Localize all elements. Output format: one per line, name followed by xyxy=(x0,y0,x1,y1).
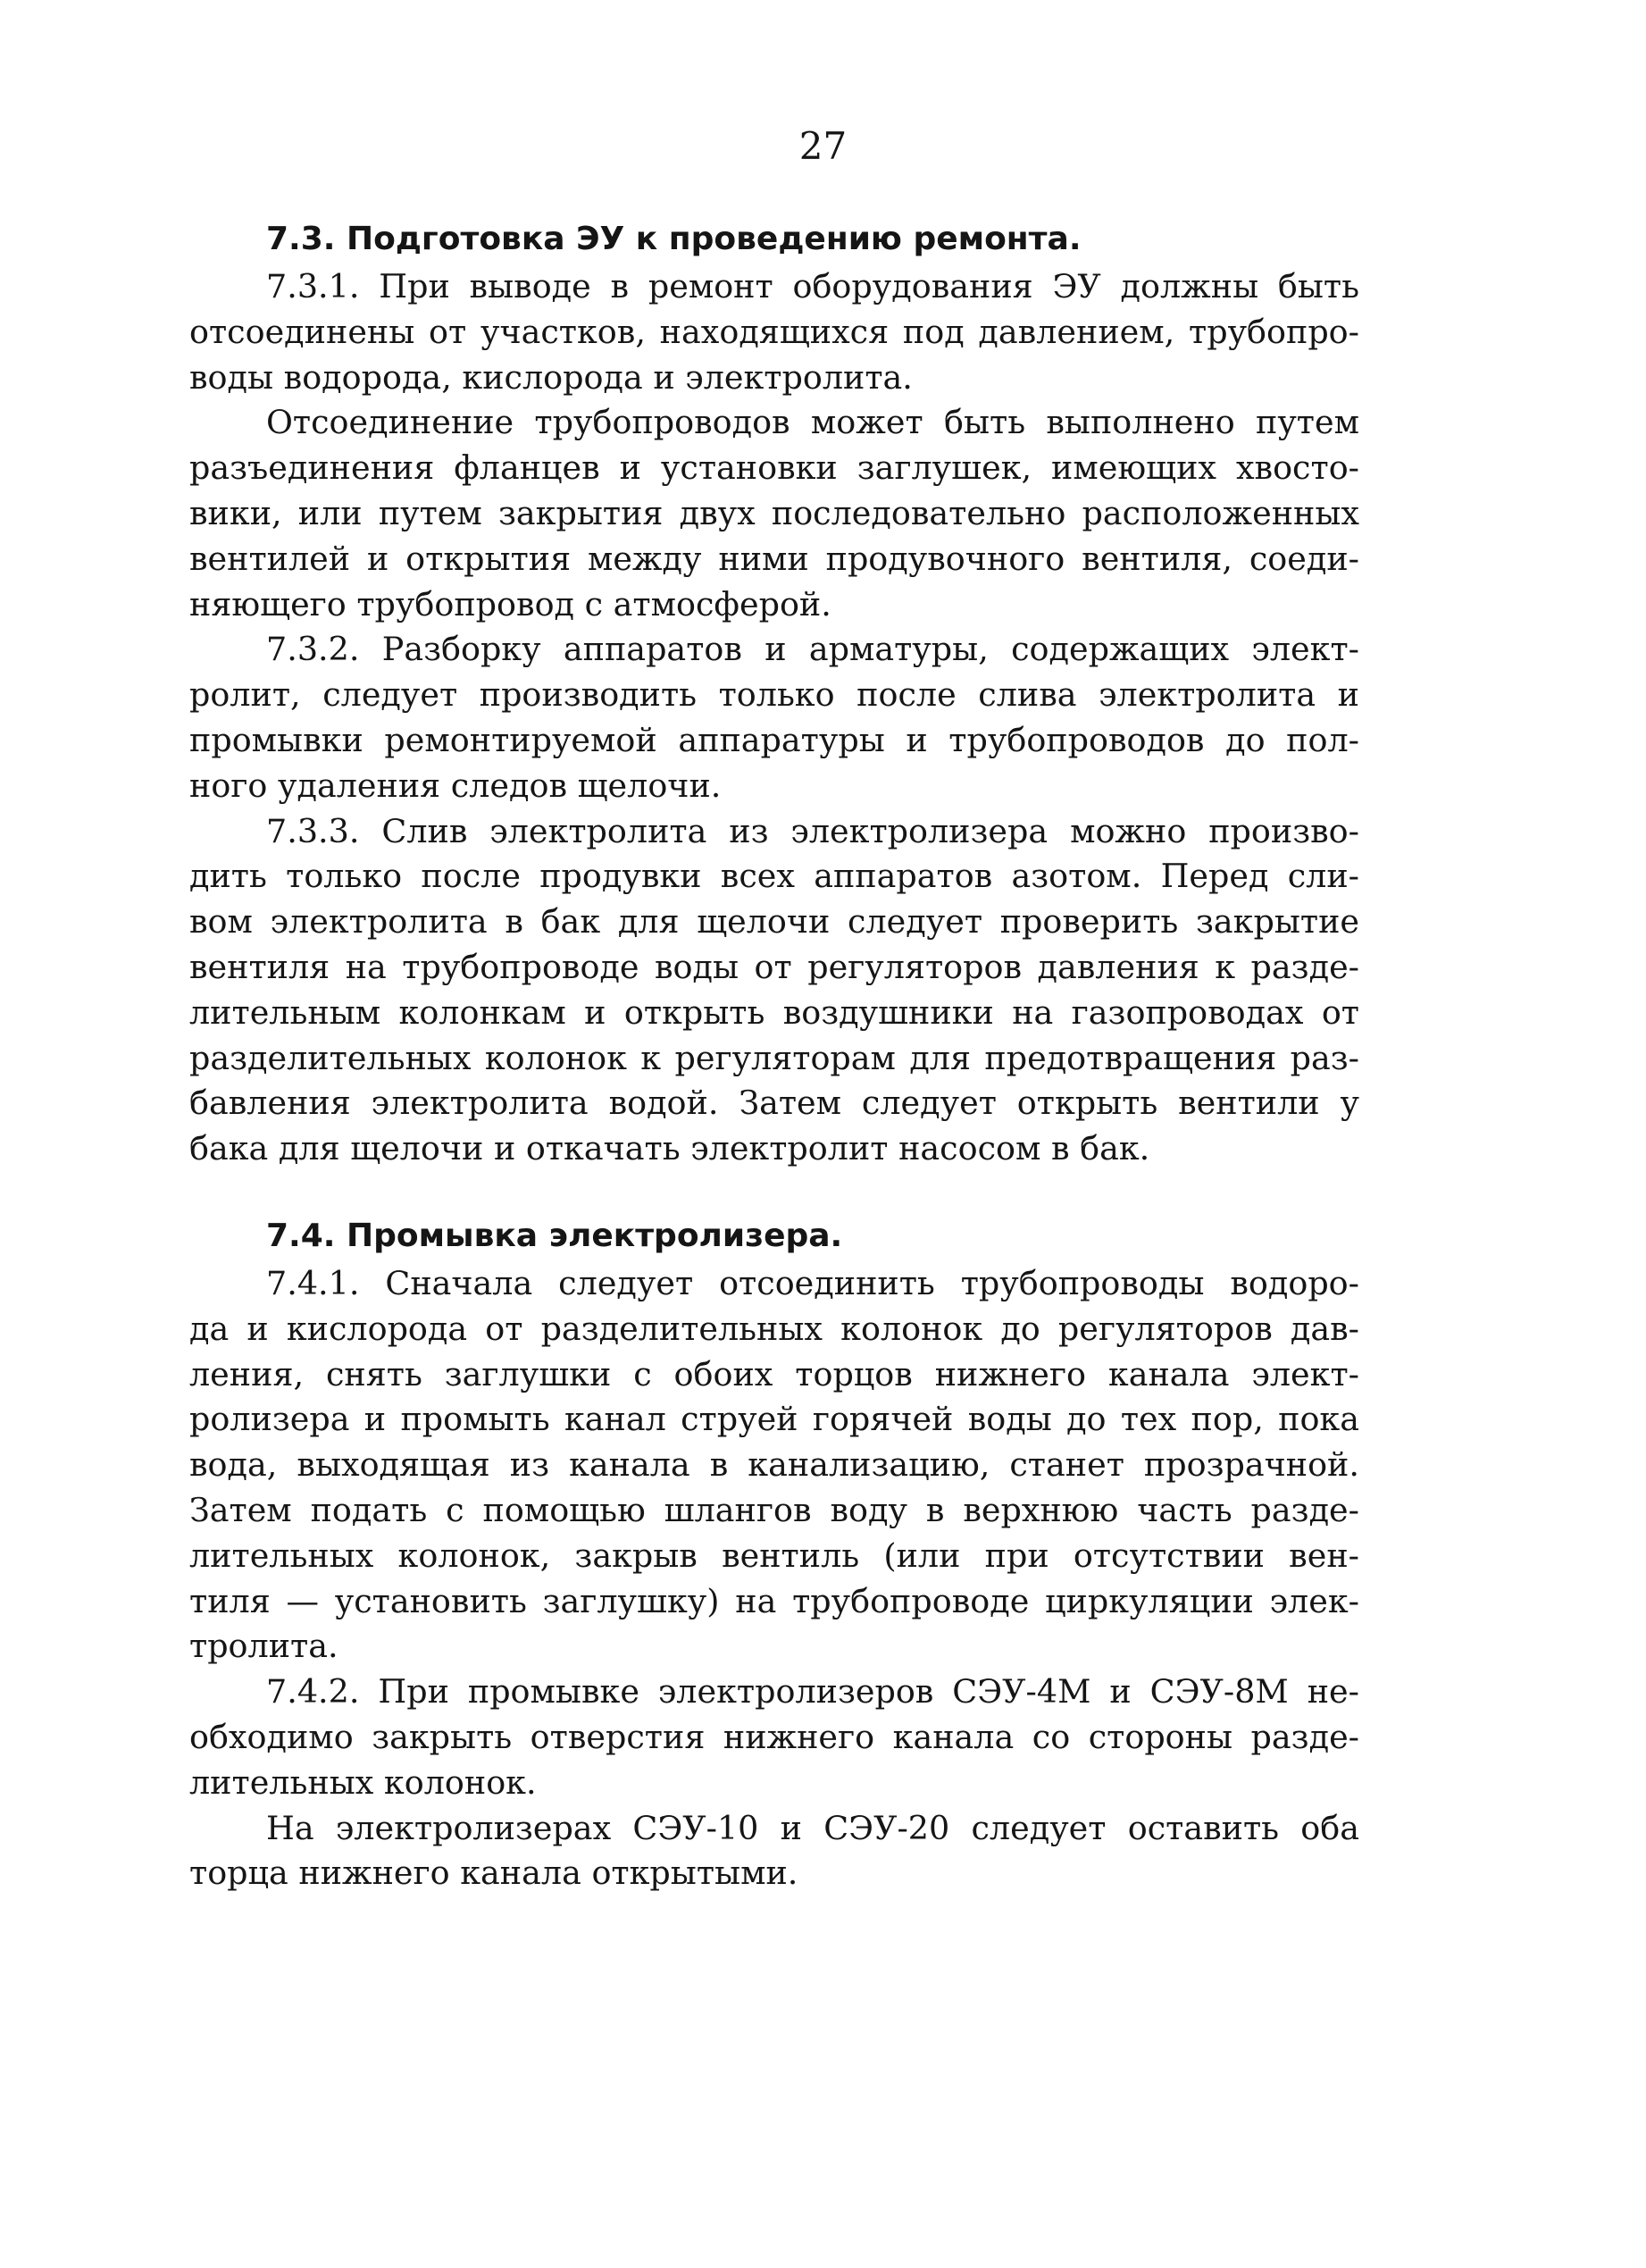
text-line: 7.4.2. При промывке электролизеров СЭУ-4М и СЭУ-8М не- xyxy=(266,1672,1359,1711)
text-line: няющего трубопровод с атмосферой. xyxy=(189,584,831,623)
text-line: Затем подать с помощью шлангов воду в верхнюю часть разде- xyxy=(189,1490,1359,1529)
paragraph-7-3-1 xyxy=(189,264,1359,400)
section-heading: 7.3. Подготовка ЭУ к проведению ремонта. xyxy=(266,221,1082,257)
text-line: вентилей и открытия между ними продувочного вентиля, соеди- xyxy=(189,539,1359,578)
text-line: торца нижнего канала открытыми. xyxy=(189,1854,798,1893)
text-line: тиля — установить заглушку) на трубопроводе циркуляции элек- xyxy=(189,1581,1359,1620)
text-line: ления, снять заглушки с обоих торцов нижнего канала элект- xyxy=(189,1354,1359,1393)
text-line: вом электролита в бак для щелочи следует проверить закрытие xyxy=(189,902,1359,942)
text-line: лительных колонок. xyxy=(189,1762,537,1802)
paragraph-7-3-2 xyxy=(189,627,1359,808)
text-line: бака для щелочи и откачать электролит насосом в бак. xyxy=(189,1129,1150,1168)
paragraph-seu-10-20 xyxy=(189,1806,1359,1897)
text-line: дить только после продувки всех аппаратов азотом. Перед сли- xyxy=(189,857,1359,896)
text-line: ного удаления следов щелочи. xyxy=(189,766,722,805)
text-line: обходимо закрыть отверстия нижнего канала со стороны разде- xyxy=(189,1717,1359,1756)
text-line: 7.3.3. Слив электролита из электролизера можно произво- xyxy=(266,811,1359,850)
text-line: промывки ремонтируемой аппаратуры и трубопроводов до пол- xyxy=(189,720,1359,759)
text-line: отсоединены от участков, находящихся под давлением, трубопро- xyxy=(189,312,1359,351)
text-line: лительных колонок, закрыв вентиль (или при отсутствии вен- xyxy=(189,1536,1359,1575)
text-line: ролизера и промыть канал струей горячей воды до тех пор, пока xyxy=(189,1400,1359,1439)
text-line: разъединения фланцев и установки заглушек, имеющих хвосто- xyxy=(189,448,1359,488)
text-line: 7.3.1. При выводе в ремонт оборудования ЭУ должны быть xyxy=(266,267,1359,305)
section-7-4 xyxy=(189,1213,1359,1896)
text-line: 7.3.2. Разборку аппаратов и арматуры, содержащих элект- xyxy=(266,630,1359,669)
paragraph-disconnection xyxy=(189,400,1359,627)
paragraph-7-4-1 xyxy=(189,1261,1359,1670)
text-line: лительным колонкам и открыть воздушники на газопроводах от xyxy=(189,992,1359,1032)
paragraph-7-4-2 xyxy=(189,1670,1359,1805)
text-line: На электролизерах СЭУ-10 и СЭУ-20 следует оставить оба xyxy=(266,1808,1359,1847)
text-line: разделительных колонок к регуляторам для предотвращения раз- xyxy=(189,1038,1359,1077)
text-line: вики, или путем закрытия двух последовательно расположенных xyxy=(189,493,1359,532)
paragraph-7-3-3 xyxy=(189,809,1359,1172)
text-line: тролита. xyxy=(189,1627,338,1666)
text-line: воды водорода, кислорода и электролита. xyxy=(189,357,913,397)
text-line: Отсоединение трубопроводов может быть выполнено путем xyxy=(266,403,1359,442)
section-heading: 7.4. Промывка электролизера. xyxy=(266,1218,843,1254)
text-line: вентиля на трубопроводе воды от регуляторов давления к разде- xyxy=(189,947,1359,986)
text-line: 7.4.1. Сначала следует отсоединить трубопроводы водоро- xyxy=(266,1264,1359,1302)
text-line: бавления электролита водой. Затем следует открыть вентили у xyxy=(189,1084,1359,1123)
section-7-3 xyxy=(189,216,1359,1172)
text-line: да и кислорода от разделительных колонок до регуляторов дав- xyxy=(189,1309,1359,1348)
text-line: вода, выходящая из канала в канализацию, станет прозрачной. xyxy=(189,1445,1359,1485)
page-number: 27 xyxy=(798,124,848,168)
text-line: ролит, следует производить только после слива электролита и xyxy=(189,675,1359,715)
